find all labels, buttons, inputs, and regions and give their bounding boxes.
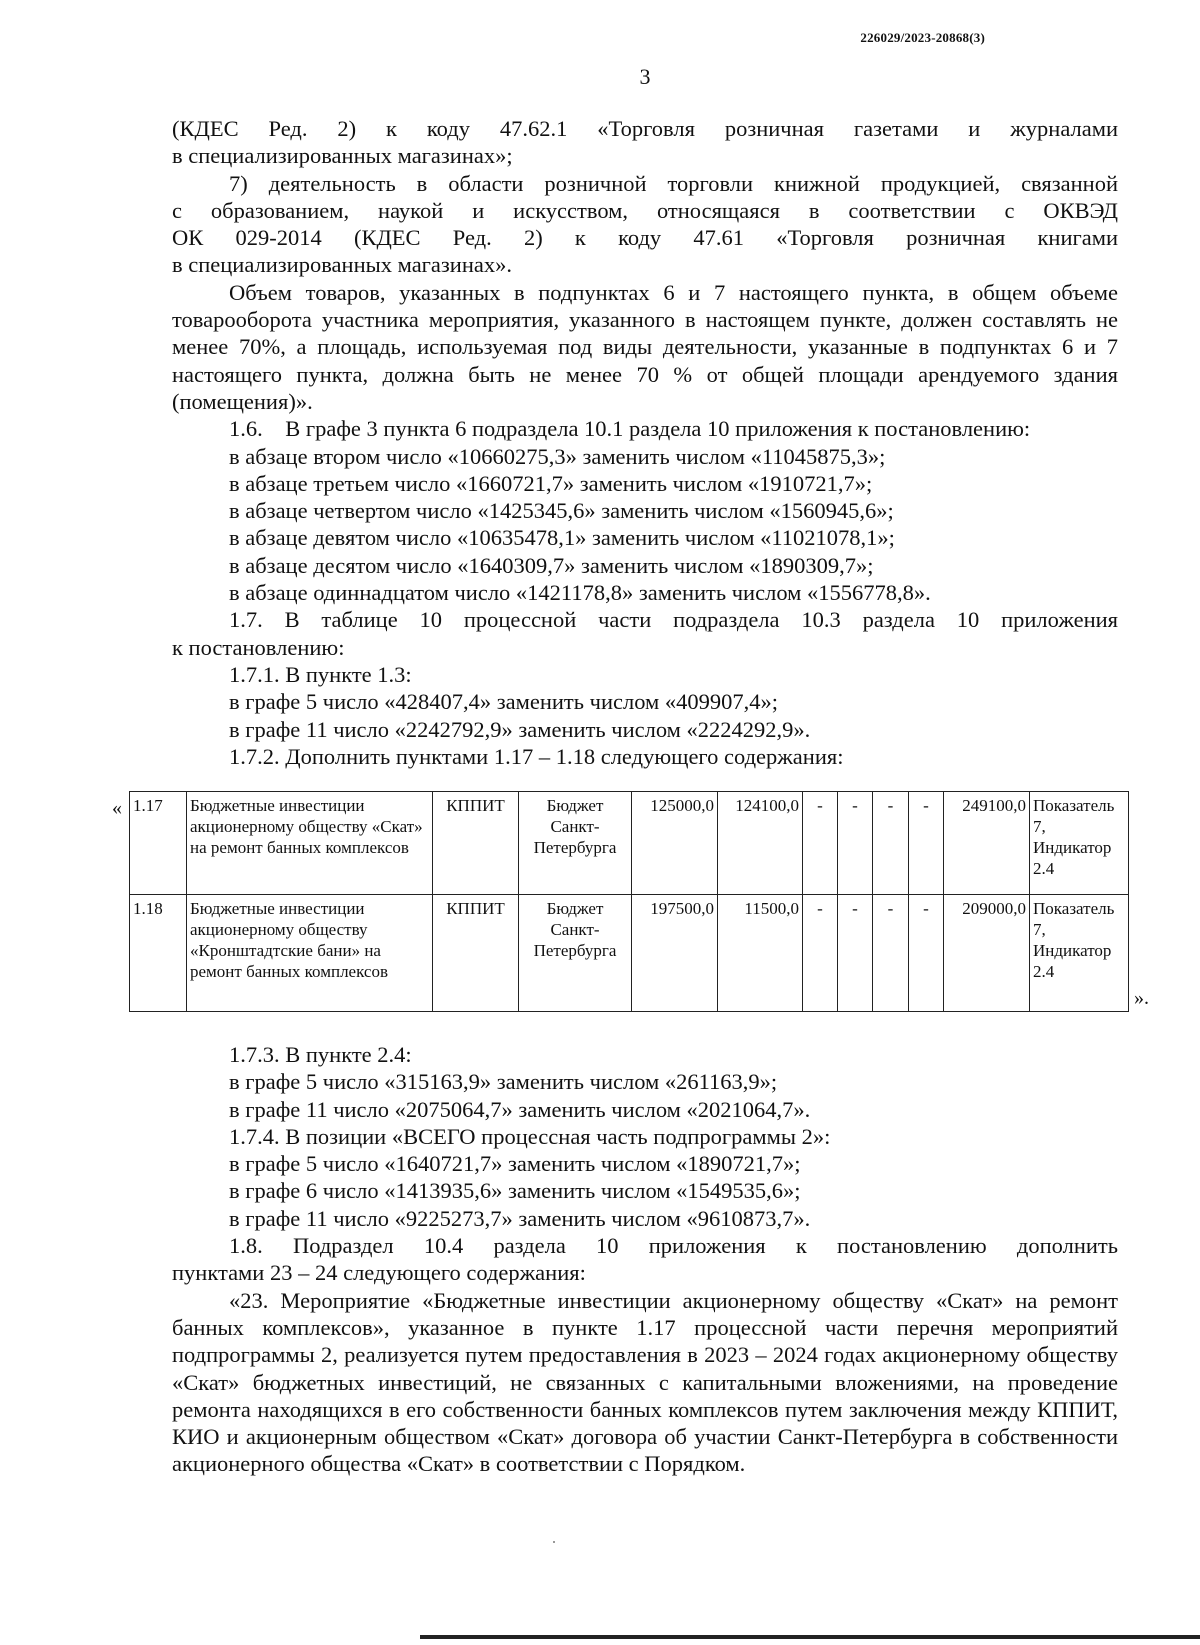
cell-name: Бюджетные инвестиции акционерному обществу «Скат» на ремонт банных комплексов xyxy=(187,792,433,895)
cell-indicator: Показатель 7, Индикатор 2.4 xyxy=(1030,792,1129,895)
paragraph: в абзаце одиннадцатом число «1421178,8» заменить числом «1556778,8». xyxy=(229,580,931,606)
cell-2026: - xyxy=(838,792,873,895)
paragraph: в графе 5 число «1640721,7» заменить числом «1890721,7»; xyxy=(229,1151,801,1177)
paragraph: в абзаце девятом число «10635478,1» заменить числом «11021078,1»; xyxy=(229,525,895,551)
table-row xyxy=(130,792,1129,895)
paragraph: Объем товаров, указанных в подпунктах 6 и 7 настоящего пункта, в общем объеме товарооборота участника мероприятия, указанного в настоящем пункте, должен составлять не менее 70%, а площадь, используемая под виды деятельности, указанные в подпунктах 6 и 7 настоящего пункта, должна быть не менее 70 % от общей площади арендуемого здания (помещения)». xyxy=(172,279,1118,414)
cell-source: Бюджет Санкт-Петербурга xyxy=(519,792,632,895)
scan-edge-line xyxy=(420,1635,1200,1639)
paragraph: в абзаце десятом число «1640309,7» заменить числом «1890309,7»; xyxy=(229,552,874,578)
paragraph: 1.7.4. В позиции «ВСЕГО процессная часть подпрограммы 2»: xyxy=(229,1123,831,1149)
cell-2027: - xyxy=(873,792,909,895)
table-closing-quote: ». xyxy=(1134,987,1149,1009)
paragraph: 1.7.2. Дополнить пунктами 1.17 – 1.18 следующего содержания: xyxy=(229,743,844,769)
cell-total: 209000,0 xyxy=(944,895,1030,1012)
paragraph: к постановлению: xyxy=(172,634,345,660)
cell-2025: - xyxy=(803,895,838,1012)
cell-source: Бюджет Санкт-Петербурга xyxy=(519,895,632,1012)
paragraph: в графе 6 число «1413935,6» заменить числом «1549535,6»; xyxy=(229,1178,801,1204)
cell-2023: 125000,0 xyxy=(632,792,718,895)
paragraph: 1.7.3. В пункте 2.4: xyxy=(229,1042,412,1067)
cell-2028: - xyxy=(909,895,944,1012)
page-number: 3 xyxy=(639,64,651,89)
document-body-top xyxy=(172,115,1118,770)
paragraph: пунктами 23 – 24 следующего содержания: xyxy=(172,1260,586,1286)
paragraph: в графе 11 число «9225273,7» заменить числом «9610873,7». xyxy=(229,1205,811,1231)
paragraph: в специализированных магазинах». xyxy=(172,252,512,278)
paragraph: в абзаце четвертом число «1425345,6» заменить числом «1560945,6»; xyxy=(229,498,894,524)
table-row xyxy=(130,895,1129,1012)
paragraph: в специализированных магазинах»; xyxy=(172,143,513,169)
cell-executor: КППИТ xyxy=(433,895,519,1012)
document-registration-number: 226029/2023-20868(3) xyxy=(860,30,985,45)
cell-2026: - xyxy=(838,895,873,1012)
cell-2027: - xyxy=(873,895,909,1012)
cell-2025: - xyxy=(803,792,838,895)
cell-2024: 11500,0 xyxy=(718,895,803,1012)
paragraph: 1.8. Подраздел 10.4 раздела 10 приложения к постановлению дополнить xyxy=(229,1233,1118,1259)
table-opening-quote: « xyxy=(112,797,122,819)
cell-2024: 124100,0 xyxy=(718,792,803,895)
paragraph: в графе 5 число «428407,4» заменить числом «409907,4»; xyxy=(229,689,779,715)
scan-speck xyxy=(553,1541,555,1543)
cell-total: 249100,0 xyxy=(944,792,1030,895)
paragraph: ОК 029-2014 (КДЕС Ред. 2) к коду 47.61 «Торговля розничная книгами xyxy=(172,225,1118,251)
paragraph: с образованием, наукой и искусством, относящаяся в соответствии с ОКВЭД xyxy=(172,197,1118,223)
cell-executor: КППИТ xyxy=(433,792,519,895)
paragraph: 1.7.1. В пункте 1.3: xyxy=(229,661,412,687)
paragraph: в абзаце третьем число «1660721,7» заменить числом «1910721,7»; xyxy=(229,470,873,496)
paragraph: в графе 5 число «315163,9» заменить числом «261163,9»; xyxy=(229,1069,778,1095)
cell-2028: - xyxy=(909,792,944,895)
cell-number: 1.18 xyxy=(130,895,187,1012)
document-body-bottom xyxy=(172,1041,1118,1478)
paragraph: в графе 11 число «2075064,7» заменить числом «2021064,7». xyxy=(229,1096,811,1122)
paragraph: «23. Мероприятие «Бюджетные инвестиции акционерному обществу «Скат» на ремонт банных комплексов», указанное в пункте 1.17 процессной части перечня мероприятий подпрограммы 2, реализуется путем предоставления в 2023 – 2024 годах акционерному обществу «Скат» бюджетных инвестиций, не связанных с капитальными вложениями, на проведение ремонта находящихся в его собственности банных комплексов путем заключения между КППИТ, КИО и акционерным обществом «Скат» договора об участии Санкт-Петербурга в собственности акционерного общества «Скат» в соответствии с Порядком. xyxy=(172,1287,1118,1477)
measures-table xyxy=(129,791,1129,1012)
cell-indicator: Показатель 7, Индикатор 2.4 xyxy=(1030,895,1129,1012)
paragraph: 7) деятельность в области розничной торговли книжной продукцией, связанной xyxy=(229,170,1118,196)
cell-2023: 197500,0 xyxy=(632,895,718,1012)
paragraph: 1.6. В графе 3 пункта 6 подраздела 10.1 раздела 10 приложения к постановлению: xyxy=(229,416,1031,442)
paragraph: в абзаце втором число «10660275,3» заменить числом «11045875,3»; xyxy=(229,443,886,469)
paragraph: 1.7. В таблице 10 процессной части подраздела 10.3 раздела 10 приложения xyxy=(229,607,1118,633)
paragraph: в графе 11 число «2242792,9» заменить числом «2224292,9». xyxy=(229,716,811,742)
paragraph: (КДЕС Ред. 2) к коду 47.62.1 «Торговля розничная газетами и журналами xyxy=(172,116,1118,141)
cell-number: 1.17 xyxy=(130,792,187,895)
cell-name: Бюджетные инвестиции акционерному обществу «Кронштадтские бани» на ремонт банных комплексов xyxy=(187,895,433,1012)
